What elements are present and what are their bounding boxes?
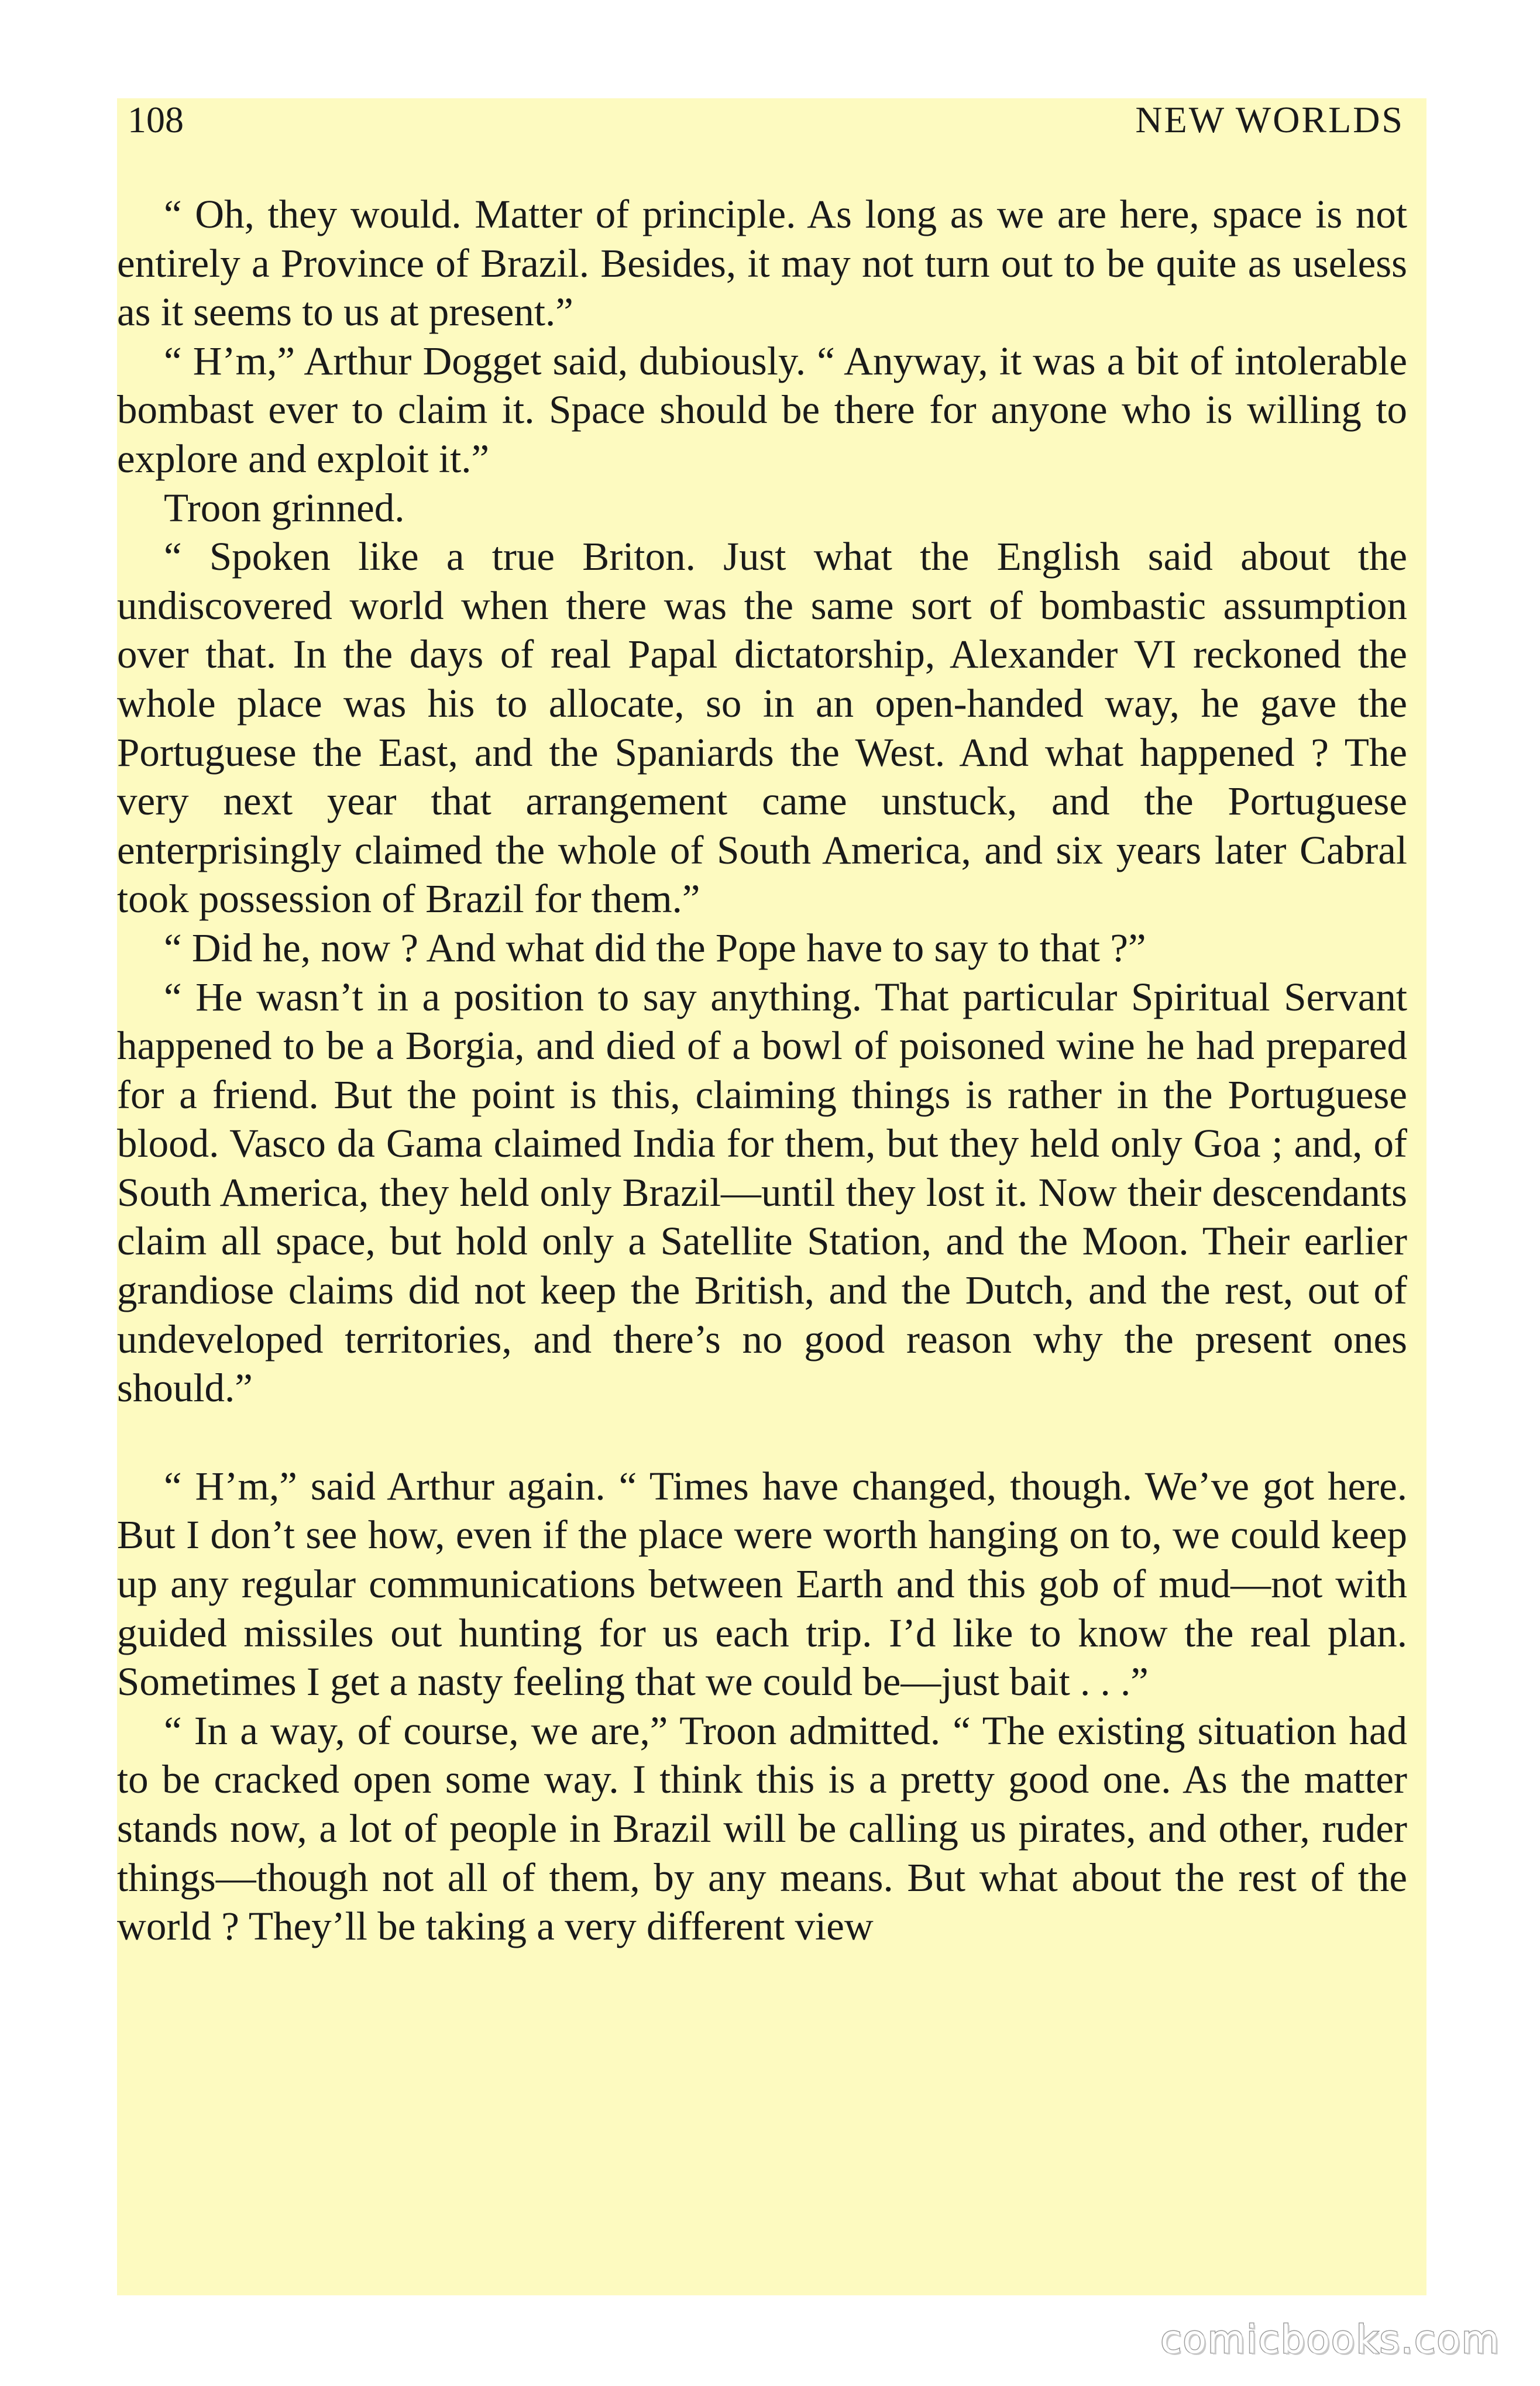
paragraph-2: “ H’m,” Arthur Dogget said, dubiously. “ Anyway, it was a bit of intolerable bombast ever to claim it. Space should be there for anyone who is willing to explore and exploit it.” — [117, 338, 1407, 481]
page-number: 108 — [128, 99, 184, 140]
section-break — [117, 1413, 1407, 1462]
story-text — [117, 190, 1407, 1951]
running-head — [117, 94, 1404, 146]
paragraph-3: Troon grinned. — [164, 485, 405, 530]
paragraph-5: “ Did he, now ? And what did the Pope have to say to that ?” — [164, 925, 1146, 970]
paragraph-8: “ In a way, of course, we are,” Troon admitted. “ The existing situation had to be cracked open some way. I think this is a pretty good one. As the matter stands now, a lot of people in Brazil will be calling us pirates, and other, ruder things—though not all of them, by any means. But what about the rest of the world ? They’ll be taking a very different view — [117, 1708, 1407, 1949]
journal-title: NEW WORLDS — [1135, 99, 1404, 140]
paragraph-1: “ Oh, they would. Matter of principle. As long as we are here, space is not entirely a Province of Brazil. Besides, it may not turn out to be quite as useless as it seems to us at present.” — [117, 192, 1407, 335]
paragraph-6: “ He wasn’t in a position to say anything. That particular Spiritual Servant happened to be a Borgia, and died of a bowl of poisoned wine he had prepared for a friend. But the point is this, claiming things is rather in the Portuguese blood. Vasco da Gama claimed India for them, but they held only Goa ; and, of South America, they held only Brazil—until they lost it. Now their descendants claim all space, but hold only a Satellite Station, and the Moon. Their earlier grandiose claims did not keep the British, and the Dutch, and the rest, out of undeveloped territories, and there’s no good reason why the present ones should.” — [117, 974, 1407, 1411]
paragraph-7: “ H’m,” said Arthur again. “ Times have changed, though. We’ve got here. But I don’t see how, even if the place were worth hanging on to, we could keep up any regular communications between Earth and this gob of mud—not with guided missiles out hunting for us each trip. I’d like to know the real plan. Sometimes I get a nasty feeling that we could be—just bait . . .” — [117, 1463, 1407, 1704]
paragraph-4: “ Spoken like a true Briton. Just what the English said about the undiscovered world when there was the same sort of bombastic assumption over that. In the days of real Papal dictatorship, Alexander VI reckoned the whole place was his to allocate, so in an open-handed way, he gave the Portuguese the East, and the Spaniards the West. And what happened ? The very next year that arrangement came unstuck, and the Portuguese enterprisingly claimed the whole of South America, and six years later Cabral took possession of Brazil for them.” — [117, 534, 1407, 922]
watermark-logo: comicbooks.com — [1160, 2317, 1500, 2362]
